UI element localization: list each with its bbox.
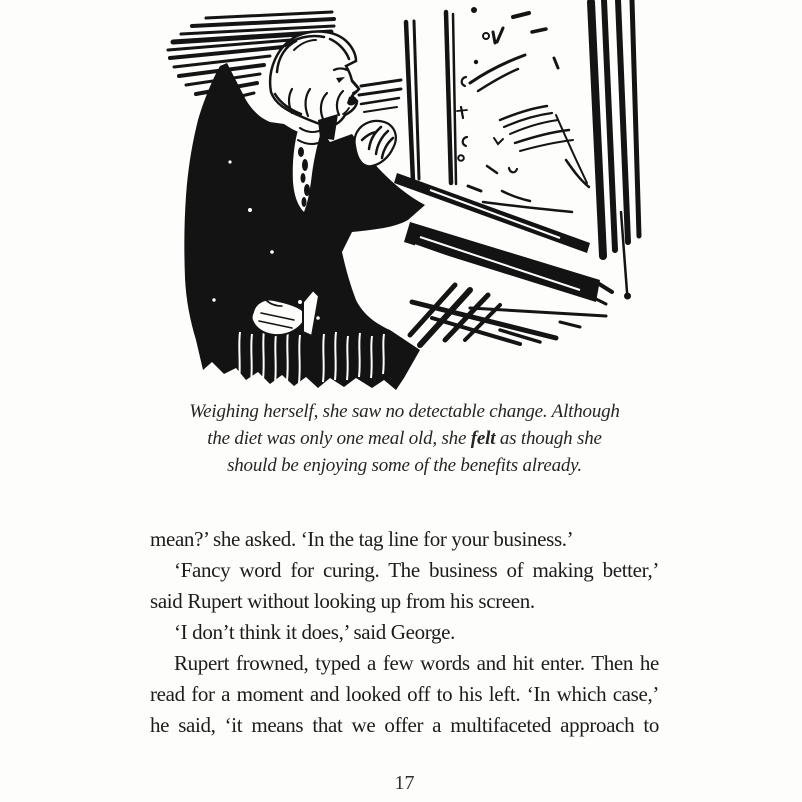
caption-bold-word: felt	[470, 428, 496, 449]
window-right-frame	[591, 0, 639, 300]
body-text-line: ‘I don’t think it does,’ said George.	[174, 620, 455, 644]
illustration-caption	[150, 398, 659, 479]
page-number: 17	[394, 772, 415, 794]
caption-line: Weighing herself, she saw no detectable change. Although	[189, 401, 620, 422]
caption-line: should be enjoying some of the benefits already.	[227, 455, 582, 476]
raised-hand	[355, 121, 396, 166]
body-text-line: he said, ‘it means that we offer a multifaceted approach to	[150, 713, 659, 737]
body-text-line: mean?’ she asked. ‘In the tag line for your business.’	[150, 527, 574, 551]
body-text-line: read for a moment and looked off to his left. ‘In which case,’	[150, 682, 659, 706]
rain-streaks	[457, 7, 589, 212]
body-text	[150, 524, 659, 741]
body-text-line: ‘Fancy word for curing. The business of making better,’	[174, 558, 659, 582]
window-left-frame	[406, 12, 456, 184]
woman-figure	[184, 31, 425, 390]
caption-line: the diet was only one meal old, she felt as though she	[207, 428, 602, 449]
body-text-line: Rupert frowned, typed a few words and hit enter. Then he	[174, 651, 659, 675]
body-text-line: said Rupert without looking up from his screen.	[150, 589, 535, 613]
